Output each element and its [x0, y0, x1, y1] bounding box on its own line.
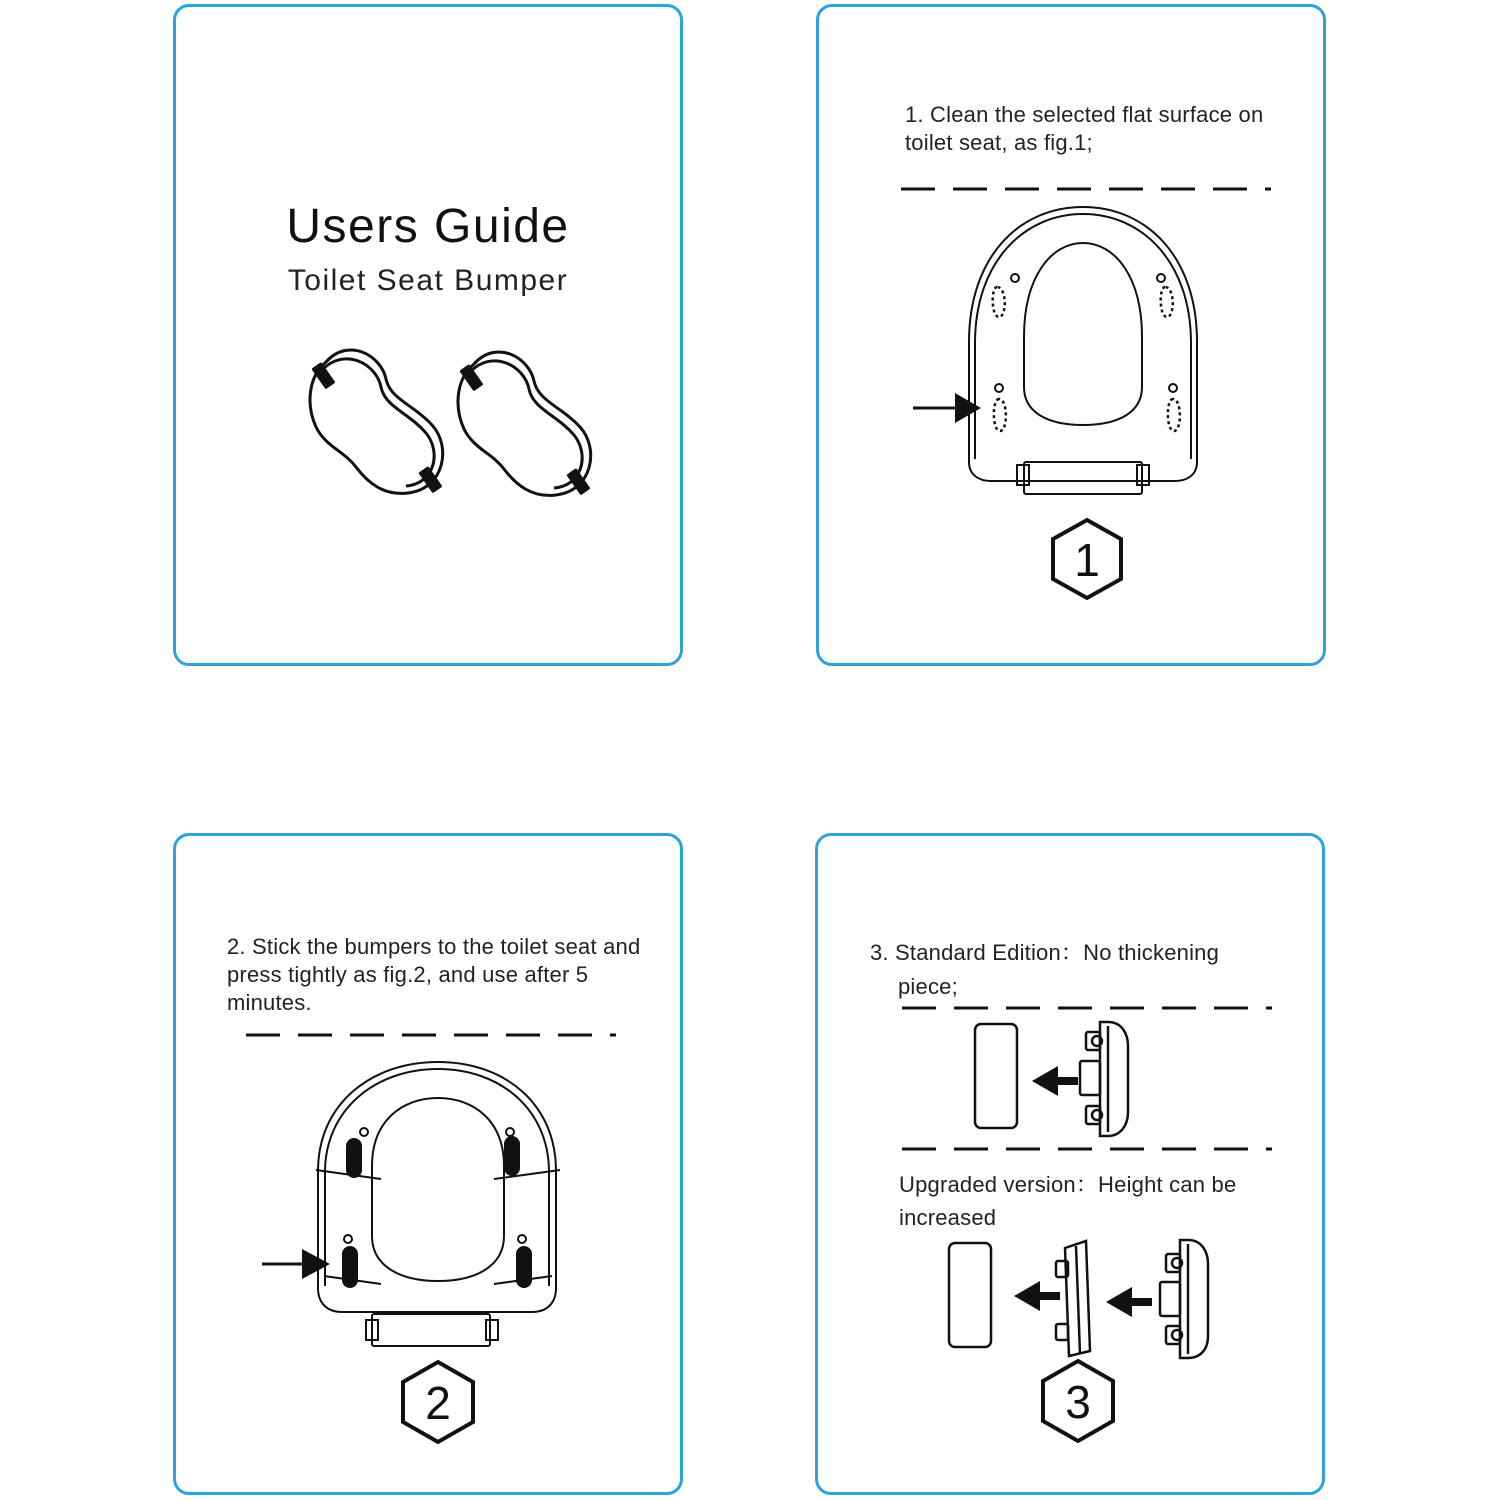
- bumper-pad-upgraded: [949, 1243, 991, 1347]
- bumper-pad-standard: [975, 1024, 1017, 1128]
- cover-card: [173, 4, 683, 666]
- seat-hinge: [372, 1314, 490, 1346]
- figure-number: 2: [425, 1377, 451, 1429]
- bumper-top-left: [346, 1138, 362, 1178]
- seat-opening: [1024, 243, 1142, 425]
- seat-hinge: [1024, 462, 1142, 494]
- bumper-bottom-left: [342, 1246, 358, 1288]
- bumper-right: [458, 352, 591, 495]
- pad-spot-bottom-left: [994, 399, 1006, 431]
- guide-subtitle: Toilet Seat Bumper: [287, 264, 569, 297]
- arrow-left-icon: [1014, 1281, 1060, 1311]
- pad-spot-bottom-right: [1168, 399, 1180, 431]
- step2-card: [173, 833, 683, 1495]
- thickening-piece: [1056, 1241, 1090, 1356]
- bumpers-illustration: [176, 7, 686, 669]
- upgraded-version-label: Upgraded version：Height can be increased: [899, 1172, 1237, 1230]
- step1-instruction: 1. Clean the selected flat surface on toilet seat, as fig.1;: [905, 102, 1264, 155]
- arrow-icon: [262, 1249, 330, 1279]
- standard-edition-label-cont: piece;: [898, 974, 958, 999]
- step3-card: [815, 833, 1325, 1495]
- pad-spot-top-left: [993, 287, 1005, 317]
- bumper-top-right: [504, 1136, 520, 1176]
- arrow-left-icon: [1032, 1066, 1078, 1096]
- step2-instruction: 2. Stick the bumpers to the toilet seat and press tightly as fig.2, and use after 5 minutes.: [227, 934, 641, 1015]
- figure-number: 3: [1065, 1376, 1091, 1428]
- seat-opening: [372, 1098, 504, 1281]
- guide-title: Users Guide: [286, 200, 570, 253]
- arrow-left-icon: [1106, 1287, 1152, 1317]
- bumper-base-upgraded: [1160, 1240, 1208, 1358]
- bumper-left: [310, 350, 443, 493]
- arrow-icon: [913, 393, 981, 423]
- seat-outline: [969, 207, 1197, 481]
- bumper-bottom-right: [516, 1246, 532, 1288]
- bumper-base-standard: [1080, 1022, 1128, 1136]
- pad-spot-top-right: [1161, 287, 1173, 317]
- figure-number: 1: [1074, 534, 1100, 586]
- step1-card: [816, 4, 1326, 666]
- standard-edition-label: 3. Standard Edition：No thickening: [870, 940, 1220, 965]
